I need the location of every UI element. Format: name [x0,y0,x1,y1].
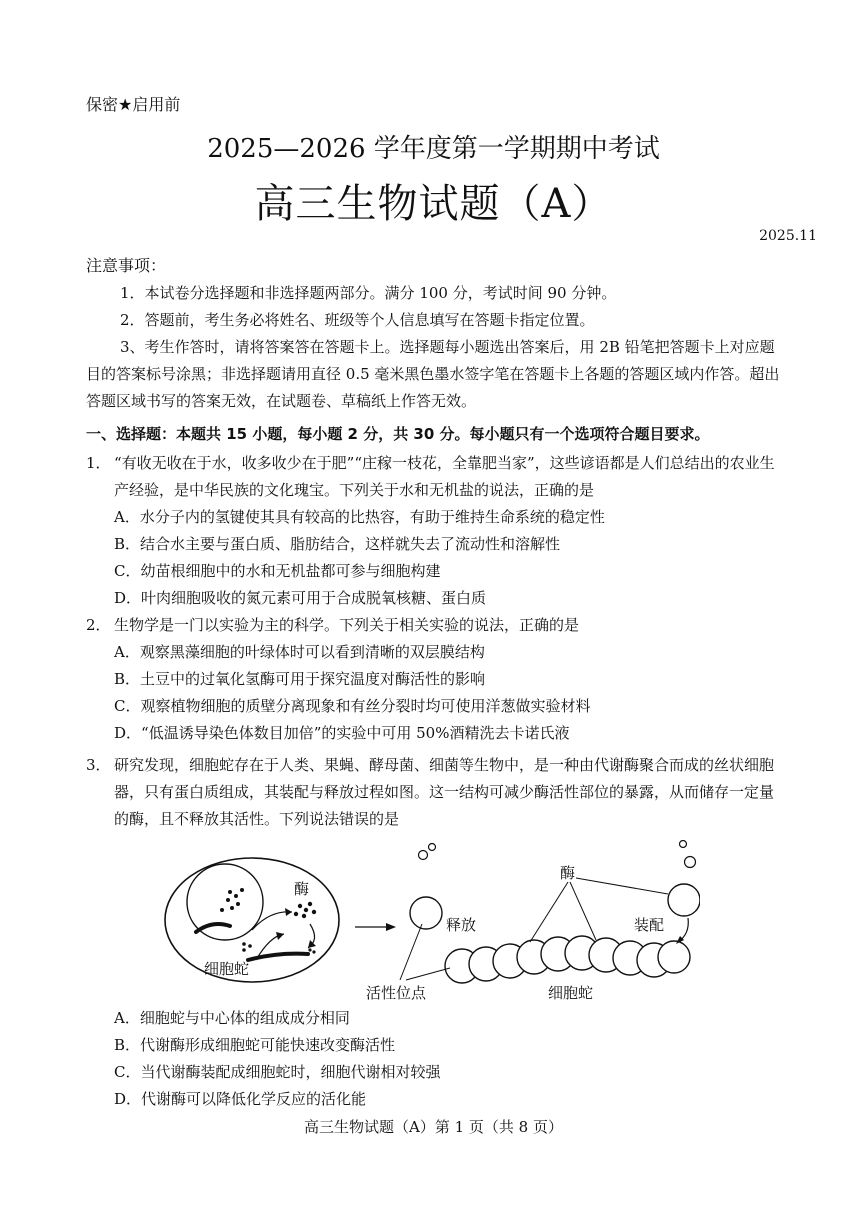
note-item: 3、考生作答时，请将答案答在答题卡上。选择题每小题选出答案后，用 2B 铅笔把答题卡上对应题目的答案标号涂黑；非选择题请用直径 0.5 毫米黑色墨水签字笔在答题卡上各题的答题区域内作答。超出答题区域书写的答案无效，在试题卷、草稿纸上作答无效。 [86,338,780,410]
enzyme-dots-arc [242,942,252,952]
section-heading: 一、选择题：本题共 15 小题，每小题 2 分，共 30 分。每小题只有一个选项符合题目要求。 [86,425,710,443]
option-b: B．代谢酶形成细胞蛇可能快速改变酶活性 [114,1036,396,1054]
cytoophidium-figure [160,840,700,1005]
option-a: A．细胞蛇与中心体的组成成分相同 [114,1009,350,1027]
option-a: A．观察黑藻细胞的叶绿体时可以看到清晰的双层膜结构 [114,643,485,661]
question-stem: 生物学是一门以实验为主的科学。下列关于相关实验的说法，正确的是 [114,616,580,634]
note-item: 1．本试卷分选择题和非选择题两部分。满分 100 分，考试时间 90 分钟。 [120,284,617,302]
question-number: 3． [86,756,111,774]
option-c: C．幼苗根细胞中的水和无机盐都可参与细胞构建 [114,562,441,580]
option-b: B．土豆中的过氧化氢酶可用于探究温度对酶活性的影响 [114,670,486,688]
cytoophidium-chain [445,936,690,983]
released-enzyme [410,897,442,929]
option-a: A．水分子内的氢键使其具有较高的比热容，有助于维持生命系统的稳定性 [114,508,605,526]
question-stem: “有收无收在于水，收多收少在于肥”“庄稼一枝花，全靠肥当家”，这些谚语都是人们总结出的农业生产经验，是中华民族的文化瑰宝。下列关于水和无机盐的说法，正确的是 [114,454,775,499]
active-site-label: 活性位点 [366,984,427,1002]
enzyme-label-right: 酶 [560,864,576,882]
notes-heading: 注意事项： [86,256,167,275]
note-item: 2．答题前，考生务必将姓名、班级等个人信息填写在答题卡指定位置。 [120,311,595,329]
question-number: 2． [86,616,111,634]
question-stem: 研究发现，细胞蛇存在于人类、果蝇、酵母菌、细菌等生物中，是一种由代谢酶聚合而成的丝状细胞器，只有蛋白质组成，其装配与释放过程如图。这一结构可减少酶活性部位的暴露，从而储存一定量的酶，且不释放其活性。下列说法错误的是 [114,756,775,828]
cytoophidium-label-right: 细胞蛇 [548,984,594,1002]
release-label: 释放 [446,916,477,934]
page-footer: 高三生物试题（A）第 1 页（共 8 页） [304,1118,563,1136]
option-d: D．“低温诱导染色体数目加倍”的实验中可用 50%酒精洗去卡诺氏液 [114,724,570,742]
option-c: C．当代谢酶装配成细胞蛇时，细胞代谢相对较强 [114,1063,441,1081]
enzyme-label-left: 酶 [294,880,310,898]
question-number: 1． [86,454,111,472]
assembling-enzyme [668,884,700,916]
option-c: C．观察植物细胞的质壁分离现象和有丝分裂时均可使用洋葱做实验材料 [114,697,591,715]
confidential-mark: 保密★启用前 [86,95,181,114]
enzyme-dots-nucleus [220,888,244,912]
exam-title: 2025—2026 学年度第一学期期中考试 [207,134,660,164]
paper-title: 高三生物试题（A） [254,181,613,227]
option-b: B．结合水主要与蛋白质、脂肪结合，这样就失去了流动性和溶解性 [114,535,561,553]
option-d: D．叶肉细胞吸收的氮元素可用于合成脱氧核糖、蛋白质 [114,589,487,607]
exam-date: 2025.11 [759,228,817,244]
cytoophidium-filament [196,924,230,932]
enzyme-dots-cytoplasm [294,902,316,918]
cytoophidium-label-left: 细胞蛇 [204,960,250,978]
option-d: D．代谢酶可以降低化学反应的活化能 [114,1090,367,1108]
assemble-label: 装配 [634,916,665,934]
